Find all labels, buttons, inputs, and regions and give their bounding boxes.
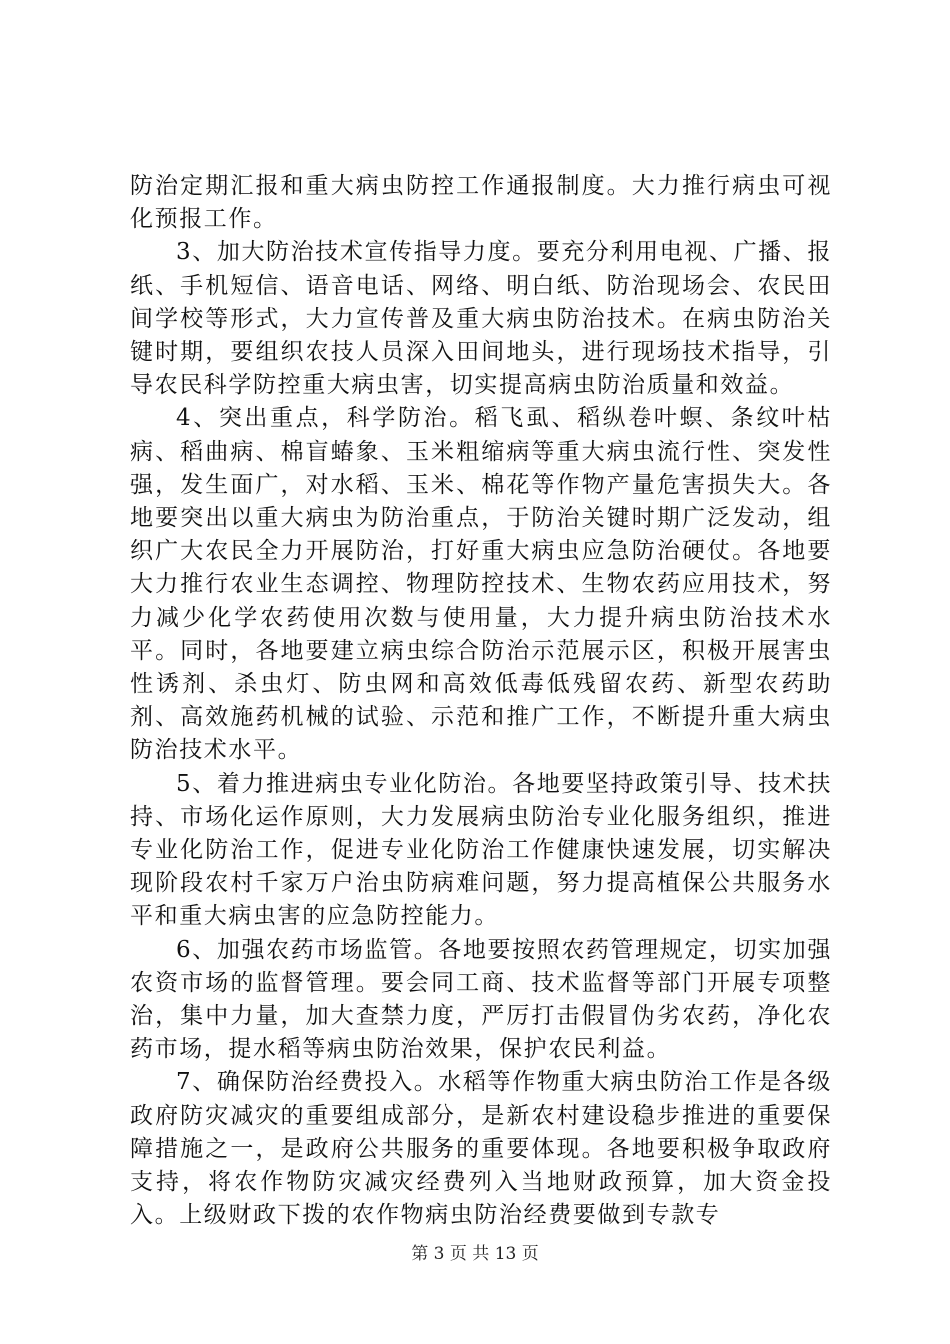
page-number-footer: 第 3 页 共 13 页	[411, 1244, 539, 1264]
paragraph-item-3: 3、加大防治技术宣传指导力度。要充分利用电视、广播、报纸、手机短信、语音电话、网络、明白纸、防治现场会、农民田间学校等形式，大力宣传普及重大病虫防治技术。在病虫防治关键时期，要组织农技人员深入田间地头，进行现场技术指导，引导农民科学防控重大病虫害，切实提高病虫防治质量和效益。	[130, 239, 832, 399]
paragraph-item-6: 6、加强农药市场监管。各地要按照农药管理规定，切实加强农资市场的监督管理。要会同工商、技术监督等部门开展专项整治，集中力量，加大查禁力度，严厉打击假冒伪劣农药，净化农药市场，提水稻等病虫防治效果，保护农民利益。	[130, 936, 832, 1063]
document-body	[130, 170, 832, 1233]
paragraph-item-4: 4、突出重点，科学防治。稻飞虱、稻纵卷叶螟、条纹叶枯病、稻曲病、棉盲蝽象、玉米粗缩病等重大病虫流行性、突发性强，发生面广，对水稻、玉米、棉花等作物产量危害损失大。各地要突出以重大病虫为防治重点，于防治关键时期广泛发动，组织广大农民全力开展防治，打好重大病虫应急防治硬仗。各地要大力推行农业生态调控、物理防控技术、生物农药应用技术，努力减少化学农药使用次数与使用量，大力提升病虫防治技术水平。同时，各地要建立病虫综合防治示范展示区，积极开展害虫性诱剂、杀虫灯、防虫网和高效低毒低残留农药、新型农药助剂、高效施药机械的试验、示范和推广工作，不断提升重大病虫防治技术水平。	[130, 405, 832, 764]
paragraph-continuation: 防治定期汇报和重大病虫防控工作通报制度。大力推行病虫可视化预报工作。	[130, 173, 832, 233]
paragraph-item-7: 7、确保防治经费投入。水稻等作物重大病虫防治工作是各级政府防灾减灾的重要组成部分，是新农村建设稳步推进的重要保障措施之一，是政府公共服务的重要体现。各地要积极争取政府支持，将农作物防灾减灾经费列入当地财政预算，加大资金投入。上级财政下拨的农作物病虫防治经费要做到专款专	[130, 1069, 832, 1229]
paragraph-item-5: 5、着力推进病虫专业化防治。各地要坚持政策引导、技术扶持、市场化运作原则，大力发展病虫防治专业化服务组织，推进专业化防治工作，促进专业化防治工作健康快速发展，切实解决现阶段农村千家万户治虫防病难问题，努力提高植保公共服务水平和重大病虫害的应急防控能力。	[130, 770, 832, 930]
